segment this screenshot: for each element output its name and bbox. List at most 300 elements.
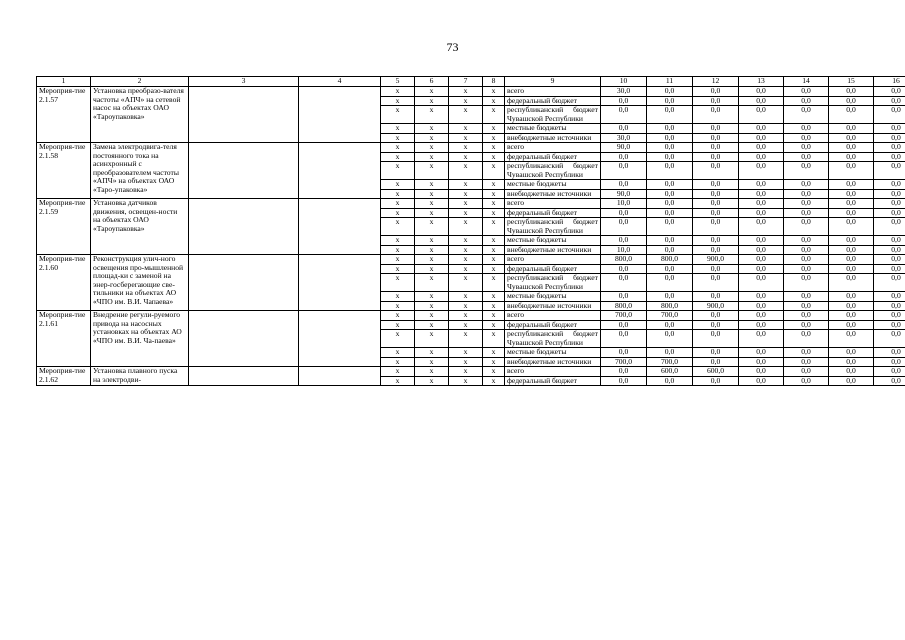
- value-cell: 0,0: [739, 208, 784, 218]
- value-cell: 0,0: [874, 180, 905, 190]
- x-mark-cell: x: [483, 311, 505, 321]
- value-cell: 0,0: [647, 96, 693, 106]
- value-cell: 0,0: [739, 367, 784, 377]
- value-cell: 800,0: [601, 301, 647, 311]
- x-mark-cell: x: [483, 199, 505, 209]
- value-cell: 0,0: [874, 330, 905, 348]
- x-mark-cell: x: [381, 180, 415, 190]
- value-cell: 0,0: [784, 143, 829, 153]
- value-cell: 0,0: [874, 255, 905, 265]
- value-cell: 0,0: [784, 180, 829, 190]
- x-mark-cell: x: [415, 152, 449, 162]
- x-mark-cell: x: [381, 311, 415, 321]
- value-cell: 0,0: [784, 292, 829, 302]
- x-mark-cell: x: [415, 301, 449, 311]
- funding-source: всего: [505, 255, 601, 265]
- value-cell: 0,0: [829, 208, 874, 218]
- value-cell: 0,0: [874, 124, 905, 134]
- value-cell: 0,0: [784, 367, 829, 377]
- value-cell: 0,0: [874, 218, 905, 236]
- x-mark-cell: x: [483, 218, 505, 236]
- value-cell: 700,0: [601, 311, 647, 321]
- value-cell: 0,0: [739, 133, 784, 143]
- value-cell: 0,0: [739, 199, 784, 209]
- funding-source: федеральный бюджет: [505, 208, 601, 218]
- value-cell: 0,0: [784, 255, 829, 265]
- x-mark-cell: x: [415, 133, 449, 143]
- value-cell: 0,0: [601, 348, 647, 358]
- x-mark-cell: x: [483, 96, 505, 106]
- value-cell: 0,0: [647, 236, 693, 246]
- value-cell: 0,0: [874, 162, 905, 180]
- event-name: Реконструкция улич-ного освещения про-мышленной площад-ки с заменой на энер-госберегающие све-тильники на объектах АО «ЧПО им. В.И. Чапаева»: [91, 255, 189, 311]
- x-mark-cell: x: [381, 87, 415, 97]
- column-number-header: 12: [693, 77, 739, 87]
- value-cell: 0,0: [739, 124, 784, 134]
- empty-cell: [189, 255, 299, 311]
- value-cell: 0,0: [784, 152, 829, 162]
- value-cell: 0,0: [739, 143, 784, 153]
- funding-table: [36, 76, 905, 386]
- funding-source: местные бюджеты: [505, 236, 601, 246]
- value-cell: 0,0: [874, 96, 905, 106]
- x-mark-cell: x: [449, 133, 483, 143]
- value-cell: 0,0: [647, 124, 693, 134]
- value-cell: 0,0: [829, 236, 874, 246]
- value-cell: 90,0: [601, 189, 647, 199]
- column-number-header: 13: [739, 77, 784, 87]
- value-cell: 0,0: [784, 357, 829, 367]
- value-cell: 0,0: [739, 255, 784, 265]
- funding-source: внебюджетные источники: [505, 357, 601, 367]
- funding-source: всего: [505, 311, 601, 321]
- event-name: Установка датчиков движения, освещен-ности на объектах ОАО «Тароупаковка»: [91, 199, 189, 255]
- value-cell: 0,0: [739, 189, 784, 199]
- funding-source: местные бюджеты: [505, 124, 601, 134]
- x-mark-cell: x: [449, 152, 483, 162]
- value-cell: 0,0: [693, 189, 739, 199]
- value-cell: 0,0: [601, 367, 647, 377]
- value-cell: 0,0: [829, 292, 874, 302]
- value-cell: 0,0: [874, 236, 905, 246]
- funding-source: внебюджетные источники: [505, 133, 601, 143]
- column-number-header: 7: [449, 77, 483, 87]
- value-cell: 0,0: [647, 264, 693, 274]
- value-cell: 0,0: [739, 292, 784, 302]
- value-cell: 0,0: [784, 106, 829, 124]
- value-cell: 600,0: [693, 367, 739, 377]
- value-cell: 0,0: [601, 218, 647, 236]
- value-cell: 0,0: [739, 264, 784, 274]
- x-mark-cell: x: [415, 357, 449, 367]
- event-name: Замена электродвига-теля постоянного тока на асинхронный с преобразователем частоты «АПЧ» на объектах ОАО «Таро-упаковка»: [91, 143, 189, 199]
- value-cell: 0,0: [647, 376, 693, 386]
- value-cell: 0,0: [739, 357, 784, 367]
- x-mark-cell: x: [381, 96, 415, 106]
- x-mark-cell: x: [415, 208, 449, 218]
- funding-source: внебюджетные источники: [505, 189, 601, 199]
- value-cell: 0,0: [647, 87, 693, 97]
- value-cell: 0,0: [874, 274, 905, 292]
- value-cell: 0,0: [693, 152, 739, 162]
- x-mark-cell: x: [381, 255, 415, 265]
- value-cell: 0,0: [693, 245, 739, 255]
- x-mark-cell: x: [449, 311, 483, 321]
- x-mark-cell: x: [381, 106, 415, 124]
- value-cell: 0,0: [874, 264, 905, 274]
- x-mark-cell: x: [449, 274, 483, 292]
- value-cell: 0,0: [874, 133, 905, 143]
- x-mark-cell: x: [449, 367, 483, 377]
- value-cell: 700,0: [647, 311, 693, 321]
- event-name: Установка плавного пуска на электродви-: [91, 367, 189, 386]
- table-row: [37, 367, 905, 377]
- x-mark-cell: x: [415, 367, 449, 377]
- x-mark-cell: x: [381, 301, 415, 311]
- value-cell: 0,0: [784, 199, 829, 209]
- value-cell: 0,0: [784, 124, 829, 134]
- x-mark-cell: x: [415, 180, 449, 190]
- column-number-header: 1: [37, 77, 91, 87]
- page-number: 73: [446, 40, 459, 54]
- column-number-header: 6: [415, 77, 449, 87]
- value-cell: 0,0: [693, 218, 739, 236]
- value-cell: 0,0: [647, 162, 693, 180]
- x-mark-cell: x: [449, 292, 483, 302]
- value-cell: 0,0: [647, 218, 693, 236]
- value-cell: 0,0: [739, 87, 784, 97]
- column-number-header: 5: [381, 77, 415, 87]
- value-cell: 0,0: [601, 376, 647, 386]
- value-cell: 0,0: [693, 264, 739, 274]
- x-mark-cell: x: [449, 330, 483, 348]
- value-cell: 0,0: [739, 330, 784, 348]
- x-mark-cell: x: [483, 301, 505, 311]
- value-cell: 0,0: [874, 189, 905, 199]
- x-mark-cell: x: [449, 301, 483, 311]
- value-cell: 0,0: [784, 87, 829, 97]
- x-mark-cell: x: [415, 124, 449, 134]
- value-cell: 0,0: [874, 357, 905, 367]
- column-number-row: [37, 77, 905, 87]
- value-cell: 0,0: [647, 180, 693, 190]
- x-mark-cell: x: [449, 143, 483, 153]
- value-cell: 0,0: [784, 208, 829, 218]
- value-cell: 0,0: [601, 330, 647, 348]
- funding-source: всего: [505, 367, 601, 377]
- event-id: Мероприя-тие 2.1.58: [37, 143, 91, 199]
- value-cell: 0,0: [739, 236, 784, 246]
- value-cell: 0,0: [829, 124, 874, 134]
- value-cell: 0,0: [829, 96, 874, 106]
- value-cell: 0,0: [829, 301, 874, 311]
- value-cell: 0,0: [647, 348, 693, 358]
- value-cell: 700,0: [601, 357, 647, 367]
- value-cell: 30,0: [601, 87, 647, 97]
- value-cell: 0,0: [601, 274, 647, 292]
- empty-cell: [189, 199, 299, 255]
- value-cell: 0,0: [874, 292, 905, 302]
- x-mark-cell: x: [415, 143, 449, 153]
- empty-cell: [299, 199, 381, 255]
- x-mark-cell: x: [483, 255, 505, 265]
- x-mark-cell: x: [449, 218, 483, 236]
- x-mark-cell: x: [381, 133, 415, 143]
- value-cell: 0,0: [784, 376, 829, 386]
- value-cell: 10,0: [601, 199, 647, 209]
- value-cell: 0,0: [829, 348, 874, 358]
- value-cell: 0,0: [601, 124, 647, 134]
- value-cell: 0,0: [784, 245, 829, 255]
- x-mark-cell: x: [449, 376, 483, 386]
- value-cell: 0,0: [739, 106, 784, 124]
- column-number-header: 15: [829, 77, 874, 87]
- x-mark-cell: x: [381, 376, 415, 386]
- value-cell: 0,0: [784, 301, 829, 311]
- value-cell: 0,0: [739, 320, 784, 330]
- x-mark-cell: x: [483, 208, 505, 218]
- value-cell: 0,0: [784, 348, 829, 358]
- column-number-header: 14: [784, 77, 829, 87]
- funding-source: республиканский бюджет Чувашской Республики: [505, 330, 601, 348]
- x-mark-cell: x: [415, 106, 449, 124]
- x-mark-cell: x: [381, 189, 415, 199]
- value-cell: 0,0: [829, 255, 874, 265]
- value-cell: 0,0: [784, 311, 829, 321]
- table-row: [37, 199, 905, 209]
- value-cell: 0,0: [647, 133, 693, 143]
- value-cell: 0,0: [693, 376, 739, 386]
- event-id: Мероприя-тие 2.1.57: [37, 87, 91, 143]
- x-mark-cell: x: [449, 348, 483, 358]
- value-cell: 0,0: [784, 330, 829, 348]
- value-cell: 0,0: [647, 245, 693, 255]
- x-mark-cell: x: [449, 87, 483, 97]
- value-cell: 0,0: [601, 162, 647, 180]
- value-cell: 0,0: [874, 199, 905, 209]
- x-mark-cell: x: [483, 143, 505, 153]
- x-mark-cell: x: [483, 106, 505, 124]
- x-mark-cell: x: [483, 320, 505, 330]
- funding-source: внебюджетные источники: [505, 301, 601, 311]
- value-cell: 0,0: [601, 106, 647, 124]
- x-mark-cell: x: [449, 208, 483, 218]
- value-cell: 0,0: [693, 199, 739, 209]
- x-mark-cell: x: [415, 255, 449, 265]
- x-mark-cell: x: [483, 245, 505, 255]
- x-mark-cell: x: [483, 330, 505, 348]
- x-mark-cell: x: [483, 357, 505, 367]
- event-name: Установка преобразо-вателя частоты «АПЧ» на сетевой насос на объектах ОАО «Тароупаковка»: [91, 87, 189, 143]
- value-cell: 0,0: [693, 330, 739, 348]
- x-mark-cell: x: [381, 199, 415, 209]
- value-cell: 0,0: [829, 143, 874, 153]
- x-mark-cell: x: [415, 274, 449, 292]
- value-cell: 0,0: [829, 106, 874, 124]
- x-mark-cell: x: [483, 274, 505, 292]
- x-mark-cell: x: [415, 218, 449, 236]
- value-cell: 30,0: [601, 133, 647, 143]
- value-cell: 0,0: [829, 367, 874, 377]
- column-number-header: 11: [647, 77, 693, 87]
- x-mark-cell: x: [483, 189, 505, 199]
- value-cell: 0,0: [647, 189, 693, 199]
- value-cell: 0,0: [693, 292, 739, 302]
- funding-source: всего: [505, 199, 601, 209]
- value-cell: 0,0: [693, 162, 739, 180]
- x-mark-cell: x: [381, 348, 415, 358]
- x-mark-cell: x: [415, 330, 449, 348]
- funding-source: внебюджетные источники: [505, 245, 601, 255]
- x-mark-cell: x: [381, 357, 415, 367]
- value-cell: 0,0: [784, 133, 829, 143]
- column-number-header: 10: [601, 77, 647, 87]
- value-cell: 0,0: [784, 264, 829, 274]
- funding-source: республиканский бюджет Чувашской Республики: [505, 106, 601, 124]
- funding-source: федеральный бюджет: [505, 264, 601, 274]
- x-mark-cell: x: [415, 264, 449, 274]
- x-mark-cell: x: [415, 189, 449, 199]
- x-mark-cell: x: [483, 292, 505, 302]
- value-cell: 0,0: [874, 320, 905, 330]
- x-mark-cell: x: [381, 236, 415, 246]
- value-cell: 0,0: [693, 143, 739, 153]
- value-cell: 0,0: [693, 124, 739, 134]
- value-cell: 0,0: [829, 245, 874, 255]
- value-cell: 0,0: [693, 348, 739, 358]
- value-cell: 0,0: [647, 208, 693, 218]
- funding-source: всего: [505, 143, 601, 153]
- value-cell: 0,0: [647, 330, 693, 348]
- funding-source: федеральный бюджет: [505, 376, 601, 386]
- x-mark-cell: x: [483, 133, 505, 143]
- value-cell: 900,0: [693, 255, 739, 265]
- x-mark-cell: x: [449, 189, 483, 199]
- x-mark-cell: x: [449, 199, 483, 209]
- x-mark-cell: x: [415, 199, 449, 209]
- x-mark-cell: x: [415, 87, 449, 97]
- value-cell: 0,0: [647, 199, 693, 209]
- value-cell: 0,0: [874, 152, 905, 162]
- value-cell: 0,0: [647, 143, 693, 153]
- funding-source: федеральный бюджет: [505, 152, 601, 162]
- value-cell: 0,0: [693, 311, 739, 321]
- value-cell: 0,0: [601, 292, 647, 302]
- value-cell: 0,0: [829, 357, 874, 367]
- funding-source: местные бюджеты: [505, 348, 601, 358]
- x-mark-cell: x: [449, 162, 483, 180]
- value-cell: 0,0: [874, 367, 905, 377]
- value-cell: 800,0: [647, 301, 693, 311]
- value-cell: 0,0: [693, 96, 739, 106]
- value-cell: 0,0: [829, 152, 874, 162]
- value-cell: 0,0: [784, 320, 829, 330]
- x-mark-cell: x: [483, 162, 505, 180]
- column-number-header: 3: [189, 77, 299, 87]
- value-cell: 0,0: [693, 133, 739, 143]
- value-cell: 0,0: [784, 96, 829, 106]
- value-cell: 0,0: [601, 208, 647, 218]
- x-mark-cell: x: [415, 348, 449, 358]
- table-row: [37, 255, 905, 265]
- x-mark-cell: x: [483, 87, 505, 97]
- table-row: [37, 87, 905, 97]
- value-cell: 0,0: [874, 87, 905, 97]
- value-cell: 0,0: [601, 96, 647, 106]
- funding-source: федеральный бюджет: [505, 96, 601, 106]
- value-cell: 0,0: [693, 87, 739, 97]
- event-id: Мероприя-тие 2.1.59: [37, 199, 91, 255]
- x-mark-cell: x: [381, 218, 415, 236]
- x-mark-cell: x: [415, 96, 449, 106]
- x-mark-cell: x: [415, 236, 449, 246]
- value-cell: 0,0: [829, 218, 874, 236]
- empty-cell: [299, 255, 381, 311]
- value-cell: 0,0: [829, 180, 874, 190]
- value-cell: 0,0: [874, 348, 905, 358]
- x-mark-cell: x: [449, 236, 483, 246]
- funding-source: республиканский бюджет Чувашской Республики: [505, 218, 601, 236]
- x-mark-cell: x: [483, 367, 505, 377]
- event-name: Внедрение регули-руемого привода на насосных установках на объектах АО «ЧПО им. В.И. Ча-паева»: [91, 311, 189, 367]
- x-mark-cell: x: [449, 264, 483, 274]
- empty-cell: [189, 367, 299, 386]
- funding-source: республиканский бюджет Чувашской Республики: [505, 162, 601, 180]
- value-cell: 0,0: [829, 133, 874, 143]
- x-mark-cell: x: [483, 264, 505, 274]
- value-cell: 0,0: [874, 106, 905, 124]
- event-id: Мероприя-тие 2.1.60: [37, 255, 91, 311]
- value-cell: 0,0: [874, 376, 905, 386]
- x-mark-cell: x: [415, 245, 449, 255]
- value-cell: 0,0: [601, 152, 647, 162]
- funding-source: всего: [505, 87, 601, 97]
- value-cell: 0,0: [829, 199, 874, 209]
- table-row: [37, 311, 905, 321]
- value-cell: 0,0: [647, 320, 693, 330]
- empty-cell: [189, 143, 299, 199]
- value-cell: 0,0: [693, 236, 739, 246]
- value-cell: 0,0: [829, 330, 874, 348]
- x-mark-cell: x: [415, 311, 449, 321]
- x-mark-cell: x: [415, 376, 449, 386]
- x-mark-cell: x: [381, 143, 415, 153]
- event-id: Мероприя-тие 2.1.62: [37, 367, 91, 386]
- value-cell: 0,0: [784, 189, 829, 199]
- value-cell: 90,0: [601, 143, 647, 153]
- value-cell: 0,0: [739, 301, 784, 311]
- value-cell: 0,0: [693, 357, 739, 367]
- x-mark-cell: x: [381, 162, 415, 180]
- funding-source: федеральный бюджет: [505, 320, 601, 330]
- value-cell: 0,0: [739, 245, 784, 255]
- value-cell: 0,0: [874, 311, 905, 321]
- value-cell: 0,0: [739, 218, 784, 236]
- column-number-header: 9: [505, 77, 601, 87]
- value-cell: 0,0: [647, 152, 693, 162]
- funding-source: республиканский бюджет Чувашской Республики: [505, 274, 601, 292]
- value-cell: 0,0: [693, 274, 739, 292]
- value-cell: 0,0: [829, 311, 874, 321]
- x-mark-cell: x: [483, 376, 505, 386]
- x-mark-cell: x: [415, 162, 449, 180]
- value-cell: 0,0: [784, 218, 829, 236]
- value-cell: 0,0: [784, 236, 829, 246]
- value-cell: 0,0: [693, 320, 739, 330]
- funding-source: местные бюджеты: [505, 292, 601, 302]
- x-mark-cell: x: [381, 245, 415, 255]
- value-cell: 0,0: [739, 348, 784, 358]
